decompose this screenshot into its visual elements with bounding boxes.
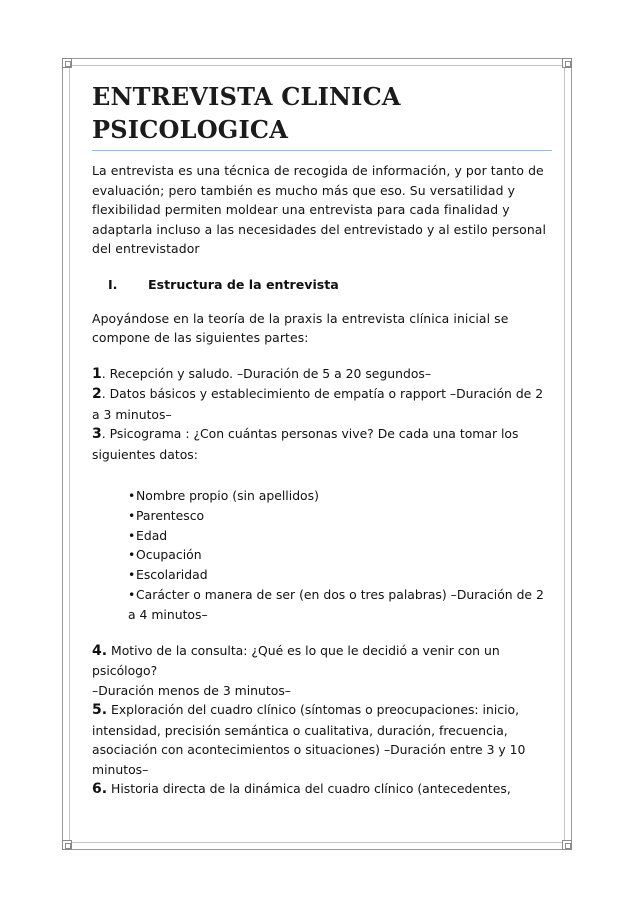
item-number: 1: [92, 365, 102, 382]
bullet-item: •Carácter o manera de ser (en dos o tres palabras) –Duración de 2 a 4 minutos–: [128, 586, 544, 622]
item-number: 5.: [92, 702, 108, 719]
bullet-item: •Ocupación: [128, 545, 552, 565]
numbered-item: [92, 384, 552, 424]
item-text: intensidad, precisión semántica o cualitativa, duración, frecuencia,: [92, 722, 508, 738]
bullet-mark: •: [128, 567, 136, 583]
numbered-item: [92, 779, 552, 800]
bullet-item: •Parentesco: [128, 506, 552, 526]
numbered-item: [92, 641, 552, 701]
bullet-item: •Edad: [128, 526, 552, 546]
title-line: PSICOLOGICA: [92, 115, 289, 144]
item-text: . Psicograma : ¿Con cuántas personas vive? De cada una tomar los: [101, 426, 519, 441]
item-text: a 3 minutos–: [92, 406, 172, 422]
section-label: Estructura de la entrevista: [148, 277, 339, 292]
title-line: ENTREVISTA CLINICA: [92, 82, 401, 111]
item-number: 6.: [92, 781, 108, 798]
bullet-mark: •: [128, 507, 136, 523]
corner-ornament-bottom-right: [562, 840, 572, 850]
item-number: 4.: [92, 642, 108, 659]
text-line: La entrevista es una técnica de recogida de información, y por tanto de: [92, 163, 544, 178]
document-title: [92, 80, 552, 146]
section-heading: [92, 275, 552, 295]
section-number: I.: [108, 277, 118, 292]
corner-ornament-bottom-left: [62, 840, 72, 850]
numbered-item: [92, 700, 552, 779]
lead-paragraph: [92, 309, 552, 348]
bullet-item: •Escolaridad: [128, 565, 552, 585]
item-text: . Datos básicos y establecimiento de empatía o rapport –Duración de 2: [101, 386, 544, 401]
numbered-item: [92, 424, 552, 464]
item-text: asociación con acontecimientos o situaciones) –Duración entre 3 y 10: [92, 742, 526, 758]
document-body: [92, 80, 552, 800]
text-line: adaptarla incluso a las necesidades del entrevistado y al estilo personal: [92, 221, 547, 237]
bullet-mark: •: [128, 586, 136, 602]
bullet-mark: •: [128, 547, 136, 563]
numbered-list-b: [92, 641, 552, 800]
numbered-list-a: [92, 364, 552, 465]
item-text: psicólogo?: [92, 663, 158, 679]
text-line: Apoyándose en la teoría de la praxis la entrevista clínica inicial se: [92, 310, 509, 326]
bullet-mark: •: [128, 488, 136, 503]
item-number: 3: [92, 426, 102, 442]
intro-paragraph: [92, 161, 552, 259]
item-text: –Duración menos de 3 minutos–: [92, 682, 291, 698]
bullet-list: [92, 486, 552, 625]
numbered-item: [92, 364, 552, 385]
text-line: del entrevistador: [92, 241, 200, 256]
bullet-item: •Nombre propio (sin apellidos): [128, 486, 552, 506]
bullet-mark: •: [128, 527, 136, 543]
title-underline: [92, 150, 552, 151]
text-line: compone de las siguientes partes:: [92, 330, 309, 345]
corner-ornament-top-left: [62, 58, 72, 68]
item-text: minutos–: [92, 761, 149, 777]
text-line: evaluación; pero también es mucho más que eso. Su versatilidad y: [92, 182, 516, 198]
corner-ornament-top-right: [562, 58, 572, 68]
item-text: siguientes datos:: [92, 446, 198, 462]
item-number: 2: [92, 386, 102, 402]
item-text: Motivo de la consulta: ¿Qué es lo que le decidió a venir con un: [107, 642, 500, 658]
item-text: Exploración del cuadro clínico (síntomas o preocupaciones: inicio,: [107, 702, 520, 718]
text-line: flexibilidad permiten moldear una entrevista para cada finalidad y: [92, 202, 510, 217]
item-text: Historia directa de la dinámica del cuadro clínico (antecedentes,: [107, 781, 511, 797]
item-text: . Recepción y saludo. –Duración de 5 a 20 segundos–: [101, 365, 432, 381]
